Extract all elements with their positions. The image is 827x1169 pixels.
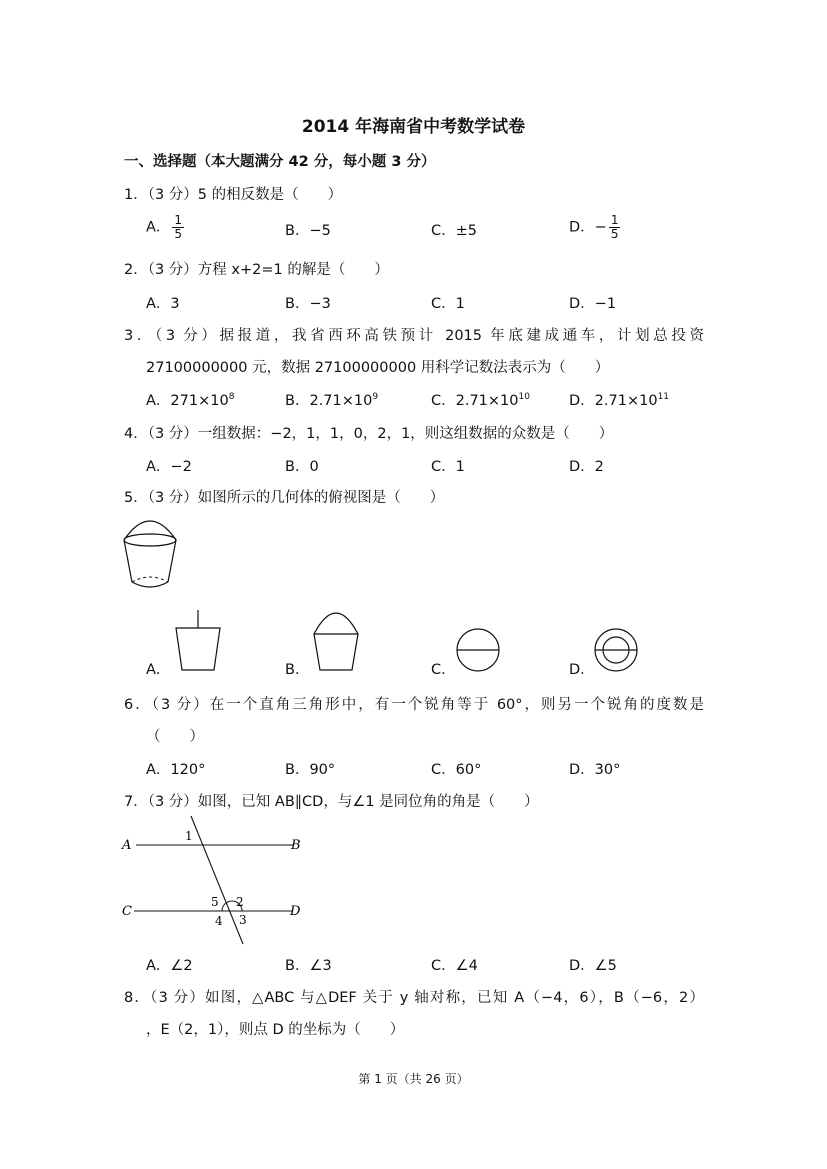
q7-option-d: D．∠5 [569, 958, 617, 974]
q4-option-b: B．0 [285, 459, 319, 475]
q6-option-b: B．90° [285, 762, 336, 778]
q5-option-b: B． [285, 662, 310, 678]
question-3-stem-line2: 27100000000 元，数据 27100000000 用科学记数法表示为（ ） [146, 360, 610, 376]
q3-option-a-exponent: 8 [228, 392, 235, 403]
q1-option-d-label: D．− [569, 219, 607, 236]
q1-option-a-label: A． [146, 219, 171, 236]
page-title: 2014 年海南省中考数学试卷 [301, 117, 526, 137]
angle-5-label: 5 [211, 895, 219, 909]
bucket-solid-figure [118, 516, 182, 596]
q6-option-d: D．30° [569, 762, 621, 778]
point-d-label: D [290, 904, 301, 919]
point-a-label: A [122, 838, 132, 853]
q7-option-b: B．∠3 [285, 958, 332, 974]
question-8-stem-line1: 8．（3 分）如图，△ABC 与△DEF 关于 y 轴对称，已知 A（−4，6），B（−6，2） [124, 990, 704, 1006]
fraction [172, 214, 184, 241]
question-5-stem: 5．（3 分）如图所示的几何体的俯视图是（ ） [124, 490, 445, 506]
q3-option-c-base: C．2.71×10 [431, 393, 519, 409]
question-4-stem: 4．（3 分）一组数据：−2，1，1，0，2，1，则这组数据的众数是（ ） [124, 426, 614, 442]
question-6-stem-line2: （ ） [146, 729, 204, 745]
point-b-label: B [291, 838, 301, 853]
fraction-numerator: 1 [610, 213, 619, 227]
page-number-footer: 第 1 页（共 26 页） [358, 1072, 469, 1086]
question-3-stem-line1: 3．（3 分）据报道，我省西环高铁预计 2015 年底建成通车，计划总投资 [124, 328, 704, 344]
q4-option-a: A．−2 [146, 459, 192, 475]
q6-option-c: C．60° [431, 762, 482, 778]
question-1-stem: 1．（3 分）5 的相反数是（ ） [124, 187, 343, 203]
q3-option-a [146, 389, 234, 410]
fraction-numerator: 1 [174, 213, 183, 227]
question-7-stem: 7．（3 分）如图，已知 AB∥CD，与∠1 是同位角的角是（ ） [124, 794, 539, 810]
question-6-stem-line1: 6．（3 分）在一个直角三角形中，有一个锐角等于 60°，则另一个锐角的度数是 [124, 697, 704, 713]
q3-option-b [285, 389, 378, 410]
fraction [609, 214, 621, 241]
angle-1-label: 1 [185, 829, 193, 843]
q4-option-c: C．1 [431, 459, 465, 475]
point-c-label: C [122, 904, 132, 919]
q1-option-c: C．±5 [431, 223, 477, 239]
q3-option-d-exponent: 11 [657, 392, 670, 403]
parallel-lines-figure [118, 814, 314, 948]
q5-option-d: D． [569, 662, 595, 678]
option-a-front-view-figure [170, 608, 226, 674]
q3-option-a-base: A．271×10 [146, 393, 229, 409]
q1-option-d [569, 214, 620, 241]
q1-option-b: B．−5 [285, 223, 331, 239]
q7-option-a: A．∠2 [146, 958, 193, 974]
question-2-stem: 2．（3 分）方程 x+2=1 的解是（ ） [124, 262, 389, 278]
fraction-denominator: 5 [610, 227, 619, 241]
angle-3-label: 3 [239, 913, 247, 927]
q5-option-c: C． [431, 662, 456, 678]
q2-option-b: B．−3 [285, 296, 331, 312]
q3-option-b-base: B．2.71×10 [285, 393, 373, 409]
q4-option-d: D．2 [569, 459, 604, 475]
option-b-side-view-figure [308, 604, 364, 674]
angle-2-label: 2 [236, 895, 244, 909]
q3-option-d [569, 389, 669, 410]
q7-option-c: C．∠4 [431, 958, 478, 974]
option-c-top-view-figure [454, 626, 502, 674]
question-8-stem-line2: ，E（2，1），则点 D 的坐标为（ ） [146, 1022, 405, 1038]
q2-option-c: C．1 [431, 296, 465, 312]
q2-option-d: D．−1 [569, 296, 617, 312]
q3-option-c-exponent: 10 [518, 392, 530, 403]
q6-option-a: A．120° [146, 762, 206, 778]
q5-option-a: A． [146, 662, 171, 678]
option-d-top-view-figure [592, 626, 640, 674]
q3-option-b-exponent: 9 [372, 392, 379, 403]
fraction-denominator: 5 [174, 227, 183, 241]
q1-option-a [146, 214, 184, 241]
q3-option-d-base: D．2.71×10 [569, 393, 658, 409]
q3-option-c [431, 389, 530, 410]
angle-4-label: 4 [215, 914, 223, 928]
section-heading: 一、选择题（本大题满分 42 分，每小题 3 分） [124, 154, 436, 170]
q2-option-a: A．3 [146, 296, 180, 312]
